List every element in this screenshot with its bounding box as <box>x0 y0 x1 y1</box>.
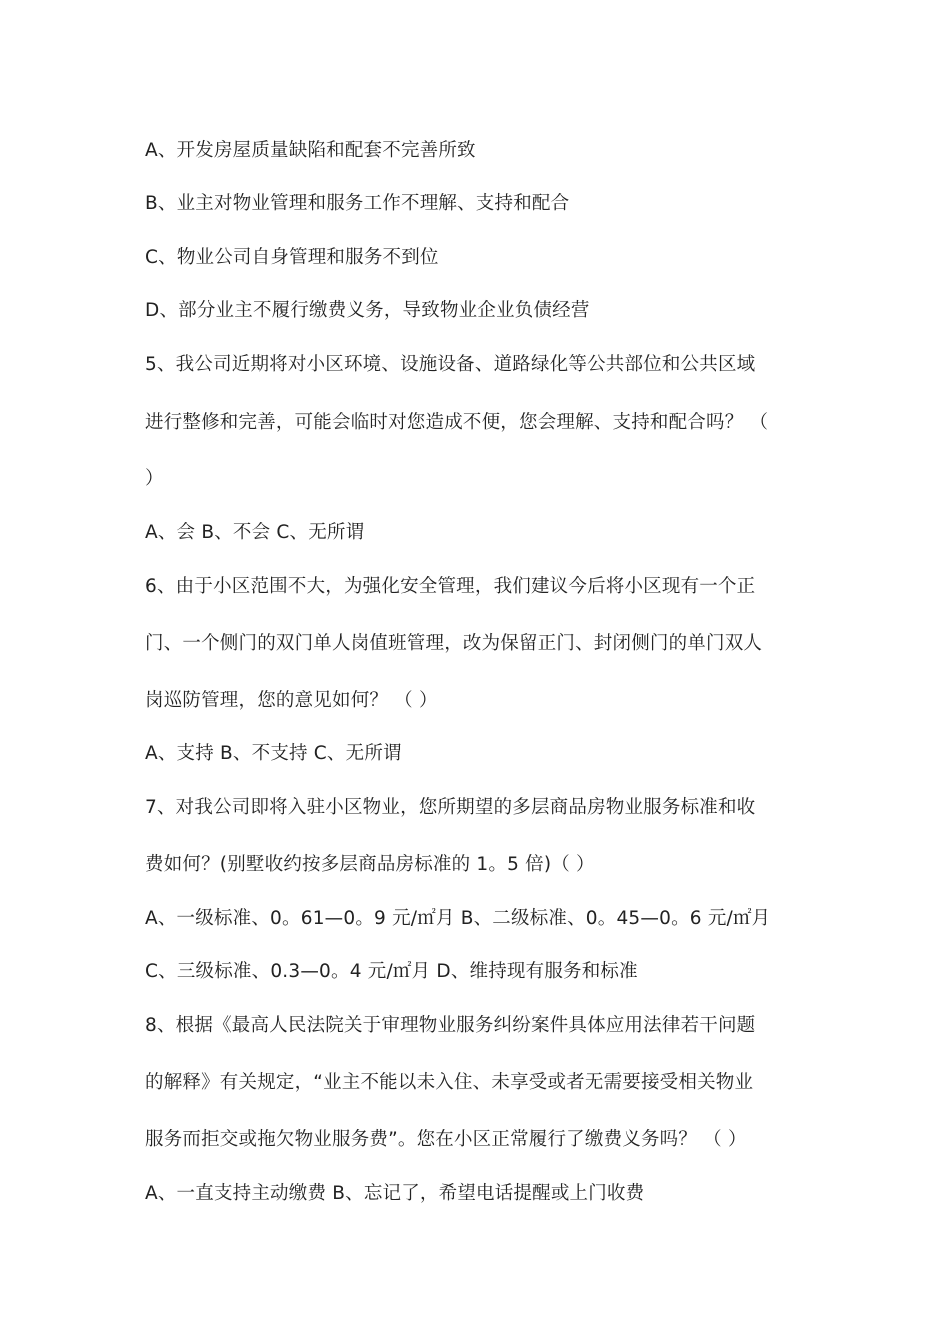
question-8-line-3: 服务而拒交或拖欠物业服务费”。您在小区正常履行了缴费义务吗？ （ ） <box>145 1129 747 1150</box>
question-6-options: A、支持 B、不支持 C、无所谓 <box>145 743 402 764</box>
question-6-line-1: 6、由于小区范围不大，为强化安全管理，我们建议今后将小区现有一个正 <box>145 576 756 597</box>
question-8-options: A、一直支持主动缴费 B、忘记了，希望电话提醒或上门收费 <box>145 1183 645 1204</box>
question-8-line-1: 8、根据《最高人民法院关于审理物业服务纠纷案件具体应用法律若干问题 <box>145 1015 756 1036</box>
question-7-line-2: 费如何？(别墅收约按多层商品房标准的 1。5 倍)（ ） <box>145 854 595 875</box>
question-8-line-2: 的解释》有关规定，“业主不能以未入住、未享受或者无需要接受相关物业 <box>145 1072 754 1093</box>
question-5-line-3: ） <box>145 468 164 489</box>
question-5-line-1: 5、我公司近期将对小区环境、设施设备、道路绿化等公共部位和公共区域 <box>145 354 756 375</box>
question-5-line-2: 进行整修和完善，可能会临时对您造成不便，您会理解、支持和配合吗？ （ <box>145 412 769 433</box>
option-b-q4: B、业主对物业管理和服务工作不理解、支持和配合 <box>145 193 570 214</box>
option-a-q4: A、开发房屋质量缺陷和配套不完善所致 <box>145 140 476 161</box>
question-7-options-cd: C、三级标准、0.3—0。4 元/㎡月 D、维持现有服务和标准 <box>145 961 638 982</box>
question-7-line-1: 7、对我公司即将入驻小区物业，您所期望的多层商品房物业服务标准和收 <box>145 797 756 818</box>
option-c-q4: C、物业公司自身管理和服务不到位 <box>145 247 439 268</box>
option-d-q4: D、部分业主不履行缴费义务，导致物业企业负债经营 <box>145 300 590 321</box>
question-6-line-2: 门、一个侧门的双门单人岗值班管理，改为保留正门、封闭侧门的单门双人 <box>145 633 763 654</box>
question-7-options-ab: A、一级标准、0。61—0。9 元/㎡月 B、二级标准、0。45—0。6 元/㎡月 <box>145 908 771 929</box>
question-6-line-3: 岗巡防管理，您的意见如何？ （ ） <box>145 690 438 711</box>
question-5-options: A、会 B、不会 C、无所谓 <box>145 522 365 543</box>
